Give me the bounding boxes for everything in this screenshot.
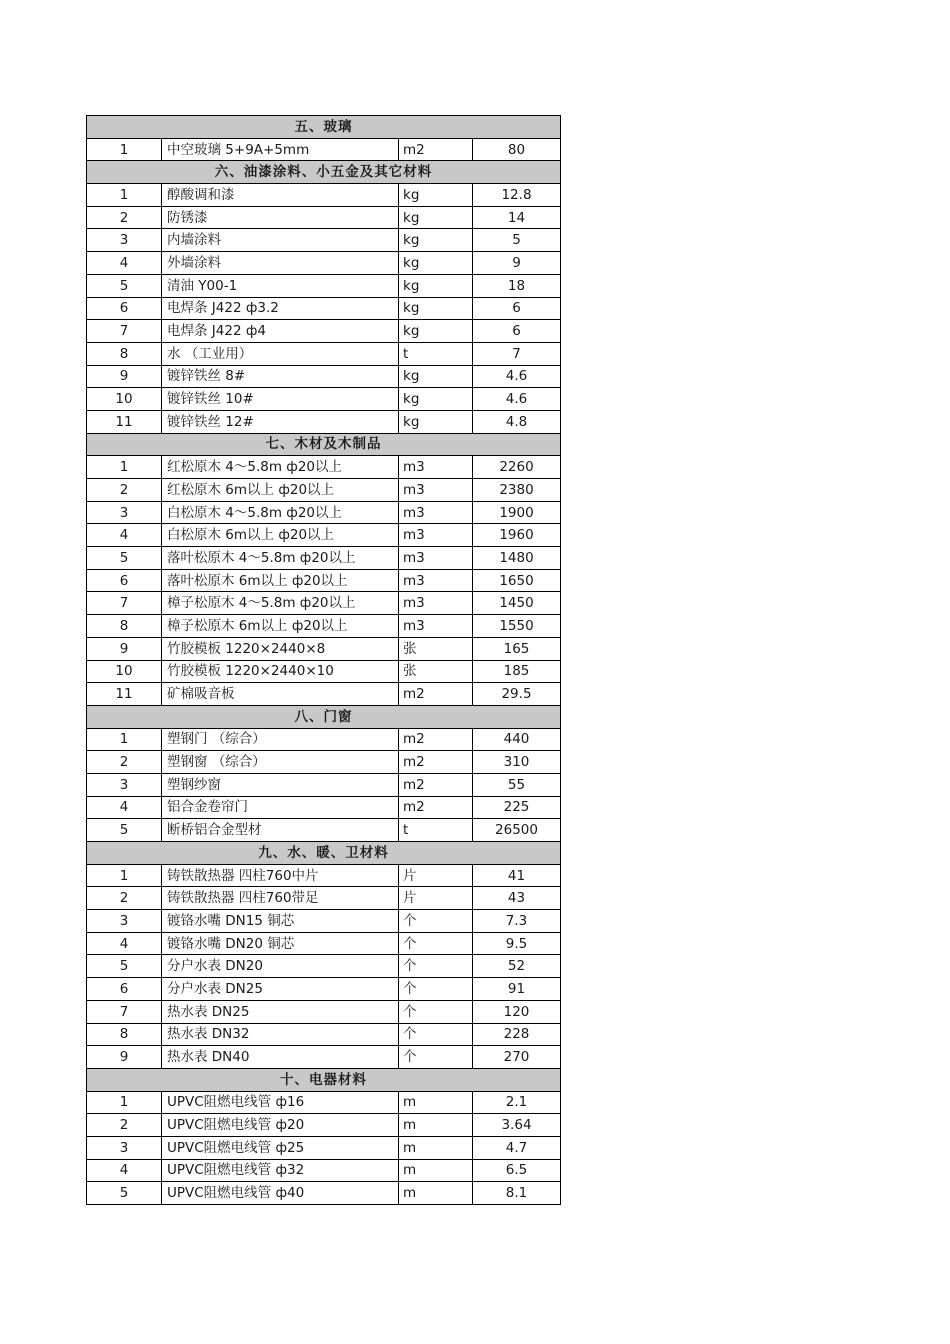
table-row [87,978,561,1001]
item-number-cell: 1 [87,184,162,207]
item-unit-cell: kg [399,388,473,411]
item-unit-cell: m [399,1159,473,1182]
item-number-cell: 11 [87,410,162,433]
item-price-cell: 4.6 [473,365,561,388]
item-number-cell: 3 [87,910,162,933]
item-unit-cell: 个 [399,932,473,955]
item-number-cell: 4 [87,524,162,547]
table-row [87,252,561,275]
table-row [87,1136,561,1159]
item-price-cell: 80 [473,138,561,161]
item-number-cell: 3 [87,501,162,524]
item-name-cell: 红松原木 4～5.8m ф20以上 [162,456,399,479]
item-price-cell: 29.5 [473,683,561,706]
item-name-cell: 中空玻璃 5+9A+5mm [162,138,399,161]
item-price-cell: 8.1 [473,1182,561,1205]
item-price-cell: 5 [473,229,561,252]
item-name-cell: 分户水表 DN25 [162,978,399,1001]
item-name-cell: 塑钢纱窗 [162,773,399,796]
item-number-cell: 4 [87,796,162,819]
item-price-cell: 165 [473,637,561,660]
section-title: 十、电器材料 [87,1068,561,1091]
table-row [87,274,561,297]
item-number-cell: 5 [87,819,162,842]
item-name-cell: 清油 Y00-1 [162,274,399,297]
item-unit-cell: t [399,342,473,365]
item-number-cell: 1 [87,864,162,887]
item-unit-cell: m [399,1114,473,1137]
table-row [87,320,561,343]
item-unit-cell: m3 [399,479,473,502]
table-row [87,479,561,502]
item-name-cell: 铝合金卷帘门 [162,796,399,819]
item-price-cell: 55 [473,773,561,796]
table-row [87,342,561,365]
item-price-cell: 3.64 [473,1114,561,1137]
section-title: 六、油漆涂料、小五金及其它材料 [87,161,561,184]
table-row [87,773,561,796]
item-price-cell: 1960 [473,524,561,547]
item-number-cell: 5 [87,955,162,978]
section-header-row [87,161,561,184]
table-row [87,569,561,592]
item-unit-cell: 个 [399,1023,473,1046]
item-unit-cell: 张 [399,660,473,683]
item-number-cell: 1 [87,1091,162,1114]
item-unit-cell: 个 [399,1046,473,1069]
item-price-cell: 18 [473,274,561,297]
item-name-cell: 红松原木 6m以上 ф20以上 [162,479,399,502]
item-name-cell: 热水表 DN25 [162,1000,399,1023]
item-number-cell: 11 [87,683,162,706]
item-unit-cell: 个 [399,955,473,978]
table-row [87,683,561,706]
item-unit-cell: m2 [399,683,473,706]
item-unit-cell: 张 [399,637,473,660]
item-number-cell: 2 [87,1114,162,1137]
item-price-cell: 4.6 [473,388,561,411]
item-number-cell: 7 [87,320,162,343]
table-row [87,728,561,751]
item-unit-cell: kg [399,297,473,320]
item-unit-cell: m3 [399,547,473,570]
table-row [87,365,561,388]
item-name-cell: UPVC阻燃电线管 ф20 [162,1114,399,1137]
table-row [87,1182,561,1205]
item-unit-cell: t [399,819,473,842]
table-row [87,501,561,524]
item-number-cell: 9 [87,365,162,388]
item-number-cell: 2 [87,887,162,910]
item-price-cell: 91 [473,978,561,1001]
item-price-cell: 2380 [473,479,561,502]
item-unit-cell: kg [399,206,473,229]
item-name-cell: 竹胶模板 1220×2440×10 [162,660,399,683]
item-price-cell: 1900 [473,501,561,524]
item-price-cell: 2.1 [473,1091,561,1114]
item-price-cell: 6.5 [473,1159,561,1182]
item-name-cell: 水 （工业用） [162,342,399,365]
item-price-cell: 270 [473,1046,561,1069]
table-row [87,410,561,433]
item-price-cell: 4.8 [473,410,561,433]
item-price-cell: 41 [473,864,561,887]
item-number-cell: 6 [87,297,162,320]
item-unit-cell: m2 [399,751,473,774]
table-row [87,592,561,615]
item-name-cell: 镀锌铁丝 8# [162,365,399,388]
item-name-cell: 电焊条 J422 ф4 [162,320,399,343]
section-header-row [87,705,561,728]
item-price-cell: 310 [473,751,561,774]
item-name-cell: 铸铁散热器 四柱760中片 [162,864,399,887]
table-row [87,547,561,570]
item-unit-cell: m [399,1091,473,1114]
item-unit-cell: 个 [399,978,473,1001]
item-unit-cell: m2 [399,728,473,751]
item-number-cell: 2 [87,479,162,502]
item-unit-cell: m3 [399,456,473,479]
item-unit-cell: kg [399,184,473,207]
item-number-cell: 10 [87,388,162,411]
item-number-cell: 7 [87,592,162,615]
table-row [87,388,561,411]
item-name-cell: UPVC阻燃电线管 ф40 [162,1182,399,1205]
item-name-cell: UPVC阻燃电线管 ф25 [162,1136,399,1159]
item-name-cell: UPVC阻燃电线管 ф32 [162,1159,399,1182]
section-title: 五、玻璃 [87,116,561,139]
item-unit-cell: kg [399,274,473,297]
table-row [87,1046,561,1069]
item-price-cell: 6 [473,320,561,343]
table-row [87,229,561,252]
item-unit-cell: m [399,1182,473,1205]
item-name-cell: 镀锌铁丝 12# [162,410,399,433]
item-name-cell: 矿棉吸音板 [162,683,399,706]
table-row [87,932,561,955]
item-price-cell: 52 [473,955,561,978]
item-number-cell: 10 [87,660,162,683]
item-number-cell: 7 [87,1000,162,1023]
item-unit-cell: kg [399,410,473,433]
item-price-cell: 120 [473,1000,561,1023]
item-price-cell: 440 [473,728,561,751]
table-row [87,910,561,933]
item-unit-cell: m3 [399,501,473,524]
table-row [87,796,561,819]
item-number-cell: 1 [87,138,162,161]
section-header-row [87,1068,561,1091]
item-name-cell: 白松原木 4～5.8m ф20以上 [162,501,399,524]
item-unit-cell: kg [399,320,473,343]
item-number-cell: 3 [87,1136,162,1159]
table-row [87,819,561,842]
item-price-cell: 1650 [473,569,561,592]
table-row [87,297,561,320]
item-name-cell: 白松原木 6m以上 ф20以上 [162,524,399,547]
item-name-cell: 塑钢门 （综合） [162,728,399,751]
item-unit-cell: m3 [399,615,473,638]
item-number-cell: 5 [87,547,162,570]
table-row [87,1159,561,1182]
section-header-row [87,116,561,139]
item-number-cell: 4 [87,252,162,275]
item-unit-cell: kg [399,252,473,275]
table-row [87,955,561,978]
item-unit-cell: kg [399,229,473,252]
table-row [87,184,561,207]
table-row [87,1091,561,1114]
item-unit-cell: m3 [399,592,473,615]
table-row [87,138,561,161]
item-unit-cell: m3 [399,524,473,547]
item-number-cell: 8 [87,1023,162,1046]
table-row [87,524,561,547]
item-number-cell: 1 [87,456,162,479]
item-name-cell: 镀铬水嘴 DN20 铜芯 [162,932,399,955]
item-price-cell: 185 [473,660,561,683]
item-name-cell: 分户水表 DN20 [162,955,399,978]
item-number-cell: 6 [87,978,162,1001]
item-price-cell: 228 [473,1023,561,1046]
item-price-cell: 2260 [473,456,561,479]
section-header-row [87,433,561,456]
table-row [87,1114,561,1137]
item-number-cell: 1 [87,728,162,751]
item-name-cell: 樟子松原木 6m以上 ф20以上 [162,615,399,638]
table-row [87,637,561,660]
price-table-body [87,116,561,1205]
item-name-cell: 断桥铝合金型材 [162,819,399,842]
section-title: 七、木材及木制品 [87,433,561,456]
item-price-cell: 9 [473,252,561,275]
section-title: 八、门窗 [87,705,561,728]
item-number-cell: 3 [87,229,162,252]
item-price-cell: 4.7 [473,1136,561,1159]
item-number-cell: 8 [87,342,162,365]
item-unit-cell: m2 [399,138,473,161]
price-table [86,115,561,1205]
table-row [87,1023,561,1046]
item-name-cell: 镀铬水嘴 DN15 铜芯 [162,910,399,933]
table-row [87,751,561,774]
table-row [87,887,561,910]
item-number-cell: 8 [87,615,162,638]
item-price-cell: 9.5 [473,932,561,955]
item-name-cell: 镀锌铁丝 10# [162,388,399,411]
item-unit-cell: m2 [399,773,473,796]
item-name-cell: 落叶松原木 4～5.8m ф20以上 [162,547,399,570]
item-name-cell: 落叶松原木 6m以上 ф20以上 [162,569,399,592]
item-price-cell: 1450 [473,592,561,615]
item-price-cell: 7 [473,342,561,365]
item-price-cell: 12.8 [473,184,561,207]
item-name-cell: UPVC阻燃电线管 ф16 [162,1091,399,1114]
item-name-cell: 竹胶模板 1220×2440×8 [162,637,399,660]
item-price-cell: 14 [473,206,561,229]
item-name-cell: 塑钢窗 （综合） [162,751,399,774]
table-row [87,456,561,479]
item-name-cell: 防锈漆 [162,206,399,229]
item-unit-cell: 片 [399,887,473,910]
table-row [87,660,561,683]
table-row [87,864,561,887]
item-unit-cell: 个 [399,910,473,933]
item-unit-cell: m3 [399,569,473,592]
item-name-cell: 外墙涂料 [162,252,399,275]
item-unit-cell: m [399,1136,473,1159]
item-name-cell: 热水表 DN40 [162,1046,399,1069]
table-row [87,1000,561,1023]
item-name-cell: 铸铁散热器 四柱760带足 [162,887,399,910]
item-number-cell: 6 [87,569,162,592]
item-price-cell: 7.3 [473,910,561,933]
item-price-cell: 26500 [473,819,561,842]
item-unit-cell: kg [399,365,473,388]
item-number-cell: 9 [87,637,162,660]
item-unit-cell: 片 [399,864,473,887]
item-number-cell: 4 [87,1159,162,1182]
table-row [87,615,561,638]
item-unit-cell: 个 [399,1000,473,1023]
item-number-cell: 9 [87,1046,162,1069]
item-unit-cell: m2 [399,796,473,819]
item-number-cell: 4 [87,932,162,955]
item-price-cell: 1550 [473,615,561,638]
item-name-cell: 醇酸调和漆 [162,184,399,207]
item-price-cell: 43 [473,887,561,910]
item-number-cell: 3 [87,773,162,796]
item-price-cell: 6 [473,297,561,320]
item-number-cell: 5 [87,274,162,297]
item-name-cell: 内墙涂料 [162,229,399,252]
section-title: 九、水、暖、卫材料 [87,842,561,865]
item-price-cell: 225 [473,796,561,819]
item-name-cell: 樟子松原木 4～5.8m ф20以上 [162,592,399,615]
item-name-cell: 热水表 DN32 [162,1023,399,1046]
item-number-cell: 2 [87,751,162,774]
item-number-cell: 5 [87,1182,162,1205]
section-header-row [87,842,561,865]
item-number-cell: 2 [87,206,162,229]
item-name-cell: 电焊条 J422 ф3.2 [162,297,399,320]
item-price-cell: 1480 [473,547,561,570]
table-row [87,206,561,229]
